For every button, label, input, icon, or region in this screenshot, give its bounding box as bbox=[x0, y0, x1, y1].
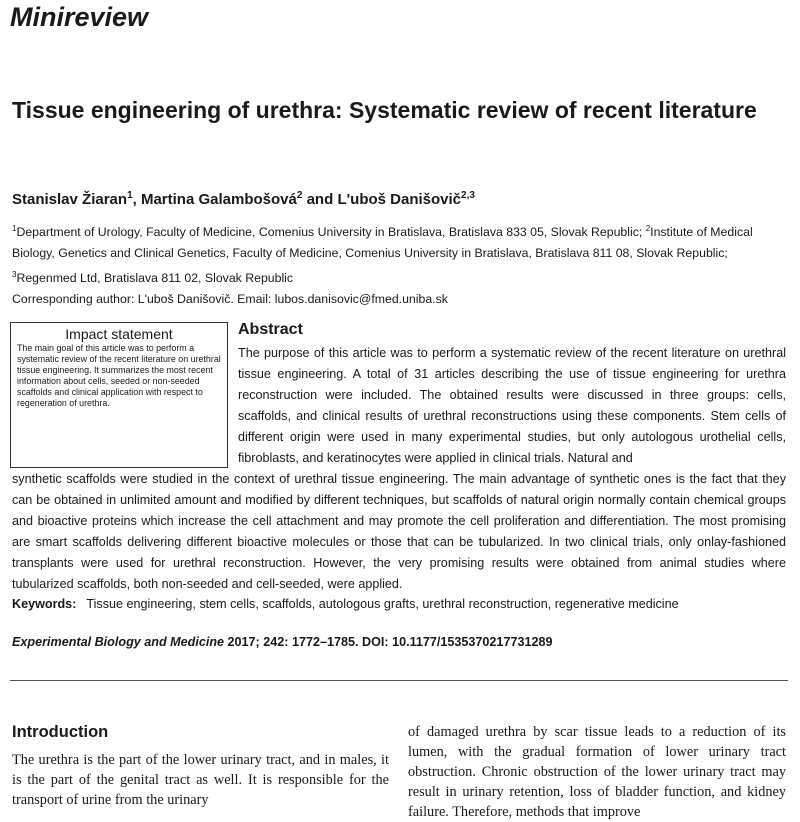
author-affiliation-mark: 2,3 bbox=[461, 190, 475, 201]
abstract-heading: Abstract bbox=[238, 321, 303, 338]
introduction-right-column: of damaged urethra by scar tissue leads to a reduction of its lumen, with the gradual formation of lower urinary tract obstruction. Chronic obstruction of the lower urinary tract may result in urinary retention, loss of bladder function, and kidney failure. Therefore, methods that improve bbox=[408, 724, 786, 820]
citation bbox=[12, 635, 552, 649]
section-divider bbox=[10, 680, 788, 681]
article-title: Tissue engineering of urethra: Systematic review of recent literature bbox=[12, 97, 757, 123]
author-affiliation-mark: 1 bbox=[127, 190, 133, 201]
impact-statement-box bbox=[10, 322, 228, 468]
author-name: Martina Galambošová bbox=[140, 191, 297, 208]
author-separator: and bbox=[302, 191, 338, 208]
affiliation-mark: 2 bbox=[645, 224, 651, 233]
citation-details: 2017; 242: 1772–1785. DOI: 10.1177/1535370217731289 bbox=[224, 635, 553, 649]
abstract-text-lower: synthetic scaffolds were studied in the context of urethral tissue engineering. The main advantage of synthetic ones is the fact that they can be obtained in unlimited amount and modified by different techniques, but scaffolds of natural origin normally contain chemical groups and bioactive proteins which increase the cell attachment and may promote the cell proliferation and differentiation. The most promising are smart scaffolds delivering different bioactive molecules or those that can be tubularized. In two clinical trials, only onlay-fashioned transplants were used for urethral reconstruction. However, the very promising results were obtained from animal studies where tubularized scaffolds, both non-seeded and cell-seeded, were applied. bbox=[12, 472, 786, 591]
introduction-heading: Introduction bbox=[12, 723, 109, 741]
section-label: Minireview bbox=[10, 2, 149, 32]
affiliations bbox=[12, 218, 792, 310]
affiliation-1: Department of Urology, Faculty of Medicine, Comenius University in Bratislava, Bratislava 833 05, Slovak Republic; bbox=[16, 225, 646, 240]
affiliation-2: Institute of Medical Biology, Genetics and Clinical Genetics, Faculty of Medicine, Comenius University in Bratislava, Bratislava 811 08, Slovak Republic; bbox=[12, 225, 753, 261]
corresponding-author: Corresponding author: L'uboš Danišovič. Email: lubos.danisovic@fmed.uniba.sk bbox=[12, 292, 448, 307]
journal-name: Experimental Biology and Medicine bbox=[12, 635, 225, 649]
author-name: Stanislav Žiaran bbox=[12, 191, 128, 208]
affiliation-3: Regenmed Ltd, Bratislava 811 02, Slovak Republic bbox=[16, 271, 294, 286]
author-list bbox=[12, 190, 475, 208]
keywords-text: Tissue engineering, stem cells, scaffolds, autologous grafts, urethral reconstruction, regenerative medicine bbox=[86, 597, 679, 611]
affiliation-mark: 3 bbox=[12, 270, 17, 280]
keywords bbox=[12, 597, 679, 611]
abstract-text-upper: The purpose of this article was to perform a systematic review of the recent literature on urethral tissue engineering. A total of 31 articles describing the use of tissue engineering for urethra reconstruction were included. The obtained results were discussed in three groups: cells, scaffolds, and clinical results of urethral reconstructions using these components. Stem cells of different origin were used in many experimental studies, but only autologous urothelial cells, fibroblasts, and keratinocytes were applied in clinical trials. Natural and bbox=[238, 346, 786, 465]
introduction-left-column: The urethra is the part of the lower urinary tract, and in males, it is the part of the genital tract as well. It is responsible for the transport of urine from the urinary bbox=[12, 752, 389, 808]
keywords-label: Keywords: bbox=[12, 597, 77, 611]
author-separator: , bbox=[132, 191, 141, 208]
impact-statement-body: The main goal of this article was to perform a systematic review of the recent literature on urethral tissue engineering. It summarizes the most recent information about cells, seeded or non-seeded scaffolds and clinical application with respect to regeneration of urethra. bbox=[17, 343, 221, 409]
impact-statement-title: Impact statement bbox=[65, 326, 173, 342]
author-affiliation-mark: 2 bbox=[296, 190, 303, 201]
affiliation-mark: 1 bbox=[12, 224, 17, 233]
author-name: L'uboš Danišovič bbox=[337, 191, 462, 208]
